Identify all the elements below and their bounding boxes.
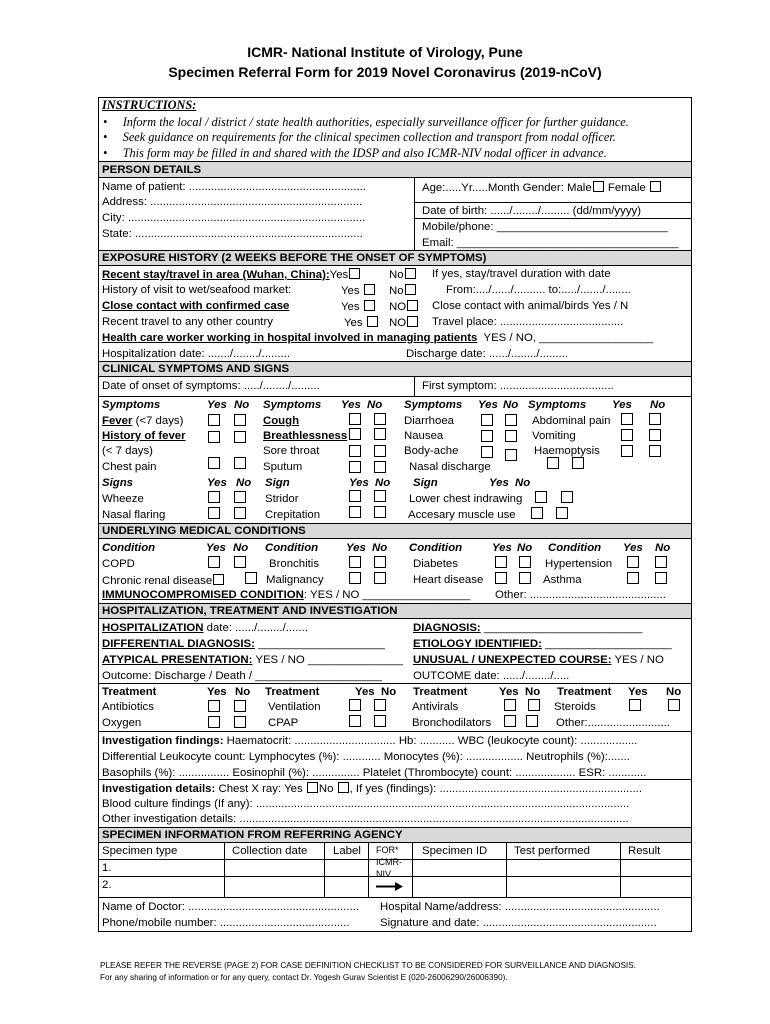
yes-header: Yes [355,686,375,698]
result-header: Result [628,845,661,857]
section-clinical-symptoms: CLINICAL SYMPTOMS AND SIGNS [102,363,290,375]
arrow-right-icon [376,882,404,891]
mobile-field[interactable]: Mobile/phone: ___________________________ [422,221,668,233]
symptom-cough: Cough [263,415,300,427]
address-field[interactable]: Address: ................................................................... [102,196,363,208]
seafood-label: History of visit to wet/seafood market: [102,284,292,296]
etiology-row: ETIOLOGY IDENTIFIED: ____________________ [413,638,672,650]
footer-note: PLEASE REFER THE REVERSE (PAGE 2) FOR CASE DEFINITION CHECKLIST TO BE CONSIDERED FOR SURVEILLANCE AND DIAGNOSIS. [100,961,636,970]
yes-header: Yes [623,542,643,554]
close-contact-label: Close contact with confirmed case [102,300,290,312]
no-header: No [234,399,250,411]
unusual-course-row: UNUSUAL / UNEXPECTED COURSE: YES / NO [413,654,664,666]
hypertension-yes-checkbox[interactable] [627,556,639,568]
footer-contact: For any sharing of information or for any query, contact Dr. Yogesh Gurav Scientist E (020-26006290/26006390). [100,973,508,982]
antivirals-yes-checkbox[interactable] [504,699,516,711]
travel-country-no-checkbox[interactable] [407,316,418,327]
collection-date-header: Collection date [232,845,308,857]
stridor-yes-checkbox[interactable] [349,490,361,502]
investigation-findings-row: Investigation findings: Haematocrit: ................................ Hb: ........... WBC (leukocyte count): .................. [102,735,638,747]
haemoptysis-no-checkbox[interactable] [649,445,661,457]
condition-bronchitis: Bronchitis [269,558,320,570]
travel-country-yes: Yes [344,316,379,330]
antibiotics-no-checkbox[interactable] [234,700,246,712]
female-checkbox[interactable] [650,181,661,192]
section-specimen-info: SPECIMEN INFORMATION FROM REFERRING AGENCY [102,829,403,841]
sign-accessary-muscle-use: Accesary muscle use [408,509,516,521]
oxygen-yes-checkbox[interactable] [208,716,220,728]
symptom-history-fever: History of fever [102,430,186,442]
history-fever-no-checkbox[interactable] [234,431,246,443]
form-title: Specimen Referral Form for 2019 Novel Coronavirus (2019-nCoV) [168,64,602,80]
outcome-row: Outcome: Discharge / Death / ____________________ [102,670,382,682]
seafood-yes-checkbox[interactable] [364,284,375,295]
yes-header: Yes [207,686,227,698]
close-contact-no-checkbox[interactable] [407,300,418,311]
sign-lower-chest-indrawing: Lower chest indrawing [409,493,523,505]
ventilation-yes-checkbox[interactable] [349,699,361,711]
antivirals-no-checkbox[interactable] [528,699,540,711]
condition-chronic-renal: Chronic renal disease [102,574,225,588]
sign-wheeze: Wheeze [102,493,144,505]
treatment-header: Treatment [413,686,468,698]
for-icmr-niv-header: ICMR- [376,857,402,867]
recent-stay-no-checkbox[interactable] [405,268,416,279]
nausea-no-checkbox[interactable] [505,430,517,442]
first-symptom-field[interactable]: First symptom: .................................... [422,380,614,392]
city-field[interactable]: City: ........................................................................... [102,212,366,224]
cpap-no-checkbox[interactable] [374,715,386,727]
bronchitis-yes-checkbox[interactable] [349,556,361,568]
no-header: No [517,542,533,554]
chest-xray-no-checkbox[interactable] [338,782,349,793]
animal-contact-label: Close contact with animal/birds Yes / N [432,300,629,312]
atypical-presentation-row: ATYPICAL PRESENTATION: YES / NO _______________ [102,654,403,666]
for-icmr-niv-header: FOR* [376,845,399,855]
history-fever-yes-checkbox[interactable] [208,431,220,443]
condition-malignancy: Malignancy [266,574,324,586]
abdominal-pain-no-checkbox[interactable] [649,413,661,425]
yes-header: Yes [489,477,509,489]
sign-header: Sign [265,477,290,489]
doctor-name-field[interactable]: Name of Doctor: ...................................................... [102,901,359,913]
travel-duration-label: If yes, stay/travel duration with date [432,268,611,280]
seafood-yes: Yes [341,284,376,298]
signs-header: Signs [102,477,134,489]
lower-chest-yes-checkbox[interactable] [535,491,547,503]
yes-header: Yes [346,542,366,554]
sign-nasal-flaring: Nasal flaring [102,509,166,521]
condition-diabetes: Diabetes [413,558,458,570]
yes-header: Yes [499,686,519,698]
steroids-yes-checkbox[interactable] [629,699,641,711]
bronchitis-no-checkbox[interactable] [374,556,386,568]
diagnosis-row: DIAGNOSIS: _________________________ [413,622,643,634]
close-contact-no: NO [389,300,419,314]
immunocompromised-row: IMMUNOCOMPROMISED CONDITION: YES / NO _________________ [102,589,471,601]
yes-header: Yes [349,477,369,489]
lower-chest-no-checkbox[interactable] [561,491,573,503]
treatment-other-field[interactable]: Other:.......................... [556,717,670,729]
chest-xray-yes-checkbox[interactable] [307,782,318,793]
nasal-flaring-yes-checkbox[interactable] [208,507,220,519]
symptoms-header: Symptoms [528,399,587,411]
differential-diagnosis-row: DIFFERENTIAL DIAGNOSIS: ____________________ [102,638,385,650]
male-checkbox[interactable] [593,181,604,192]
diarrhoea-yes-checkbox[interactable] [481,414,493,426]
treatment-antivirals: Antivirals [412,701,459,713]
cpap-yes-checkbox[interactable] [349,715,361,727]
instruction-item: • Seek guidance on requirements for the clinical specimen collection and transport from nodal officer. [103,130,616,144]
symptom-vomiting: Vomiting [532,430,576,442]
nasal-discharge-no-checkbox[interactable] [572,457,584,469]
yes-header: Yes [478,399,498,411]
vomiting-yes-checkbox[interactable] [621,429,633,441]
haemoptysis-yes-checkbox[interactable] [621,445,633,457]
symptom-breathlessness: Breathlessness [263,430,348,442]
condition-header: Condition [409,542,463,554]
yes-header: Yes [341,399,361,411]
wheeze-no-checkbox[interactable] [234,491,246,503]
for-icmr-niv-header: NIV [376,869,392,879]
no-header: No [235,686,251,698]
differential-leukocyte-row: Differential Leukocyte count: Lymphocytes (%): ............ Monocytes (%): .................. Neutrophils (%):....... [102,751,630,763]
yes-header: Yes [207,399,227,411]
crepitation-yes-checkbox[interactable] [349,506,361,518]
body-ache-no-checkbox[interactable] [505,449,517,461]
breathlessness-no-checkbox[interactable] [374,428,386,440]
asthma-yes-checkbox[interactable] [627,572,639,584]
symptoms-header: Symptoms [102,399,161,411]
no-header: No [525,686,541,698]
diabetes-yes-checkbox[interactable] [495,556,507,568]
cough-yes-checkbox[interactable] [349,413,361,425]
malignancy-yes-checkbox[interactable] [349,572,361,584]
section-hospitalization: HOSPITALIZATION, TREATMENT AND INVESTIGATION [102,605,398,617]
sign-crepitation: Crepitation [265,509,321,521]
ckd-no-checkbox[interactable] [245,572,257,584]
no-header: No [372,542,388,554]
asthma-no-checkbox[interactable] [655,572,667,584]
symptom-history-fever-duration: (< 7 days) [102,445,153,457]
patient-name-field[interactable]: Name of patient: ........................................................ [102,181,366,193]
symptom-nasal-discharge: Nasal discharge [409,461,491,473]
specimen-type-header: Specimen type [102,845,178,857]
treatment-header: Treatment [265,686,320,698]
chest-pain-no-checkbox[interactable] [234,457,246,469]
condition-copd: COPD [102,558,135,570]
hospitalization-date-field[interactable]: Hospitalization date: ......./......../......... [102,348,291,360]
yes-header: Yes [628,686,648,698]
fever-no-checkbox[interactable] [234,414,246,426]
stridor-no-checkbox[interactable] [374,490,386,502]
cough-no-checkbox[interactable] [374,413,386,425]
symptom-abdominal-pain: Abdominal pain [532,415,611,427]
investigation-details-row: Investigation details: Chest X ray: Yes No , If yes (findings): ................................................................ [102,783,643,795]
other-condition-field[interactable]: Other: ........................................... [495,589,666,601]
hypertension-no-checkbox[interactable] [655,556,667,568]
close-contact-yes: Yes [341,300,376,314]
condition-header: Condition [102,542,156,554]
discharge-date-field[interactable]: Discharge date: ....../......../......... [406,348,569,360]
treatment-antibiotics: Antibiotics [102,701,154,713]
fever-yes-checkbox[interactable] [208,414,220,426]
heart-disease-yes-checkbox[interactable] [495,572,507,584]
treatment-header: Treatment [102,686,157,698]
recent-stay-no: No [389,268,417,282]
travel-from-to-field[interactable]: From:..../....../.......... to:...../......./........ [446,284,631,296]
symptoms-header: Symptoms [404,399,463,411]
no-header: No [503,399,519,411]
seafood-no-checkbox[interactable] [405,284,416,295]
condition-header: Condition [548,542,602,554]
sign-header: Sign [413,477,438,489]
instructions-heading: INSTRUCTIONS: [102,98,197,112]
no-header: No [381,686,397,698]
hcw-row: Health care worker working in hospital involved in managing patients YES / NO, __________________ [102,332,654,344]
specimen-row-number: 1. [102,862,112,874]
nausea-yes-checkbox[interactable] [481,430,493,442]
signature-date-field[interactable]: Signature and date: ....................................................... [380,917,657,929]
section-person-details: PERSON DETAILS [102,164,202,176]
sore-throat-no-checkbox[interactable] [374,445,386,457]
copd-no-checkbox[interactable] [234,556,246,568]
specimen-id-header: Specimen ID [422,845,488,857]
hospital-address-field[interactable]: Hospital Name/address: ................................................. [380,901,660,913]
treatment-oxygen: Oxygen [102,717,142,729]
travel-country-no: NO [389,316,419,330]
other-investigation-field[interactable]: Other investigation details: ........................................................................................................................... [102,813,629,825]
condition-asthma: Asthma [543,574,582,586]
hospitalization-date-row: HOSPITALIZATION date: ....../......../....... [102,622,308,634]
abdominal-pain-yes-checkbox[interactable] [621,413,633,425]
no-header: No [233,542,249,554]
label-header: Label [333,845,361,857]
accessary-no-checkbox[interactable] [556,507,568,519]
condition-hypertension: Hypertension [545,558,613,570]
diabetes-no-checkbox[interactable] [519,556,531,568]
form-org-title: ICMR- National Institute of Virology, Pune [247,44,523,60]
outcome-date-field[interactable]: OUTCOME date: ....../......../..... [413,670,570,682]
recent-stay-yes-checkbox[interactable] [349,268,360,279]
bronchodilators-yes-checkbox[interactable] [504,715,516,727]
no-header: No [666,686,682,698]
symptoms-header: Symptoms [263,399,322,411]
symptom-nausea: Nausea [404,430,444,442]
oxygen-no-checkbox[interactable] [234,716,246,728]
breathlessness-yes-checkbox[interactable] [349,428,361,440]
antibiotics-yes-checkbox[interactable] [208,700,220,712]
symptom-sore-throat: Sore throat [263,445,320,457]
seafood-no: No [389,284,417,298]
no-header: No [375,477,391,489]
treatment-bronchodilators: Bronchodilators [412,717,492,729]
no-header: No [515,477,531,489]
yes-header: Yes [206,542,226,554]
treatment-header: Treatment [557,686,612,698]
yes-header: Yes [207,477,227,489]
travel-place-field[interactable]: Travel place: ....................................... [432,316,624,328]
condition-heart-disease: Heart disease [413,574,484,586]
ventilation-no-checkbox[interactable] [374,699,386,711]
symptom-chest-pain: Chest pain [102,461,157,473]
specimen-row-number: 2. [102,879,112,891]
symptom-body-ache: Body-ache [404,445,459,457]
travel-country-label: Recent travel to any other country [102,316,273,328]
crepitation-no-checkbox[interactable] [374,506,386,518]
instruction-item: • Inform the local / district / state health authorities, especially surveillance officer for further guidance. [103,115,629,129]
no-header: No [367,399,383,411]
vomiting-no-checkbox[interactable] [649,429,661,441]
section-exposure-history: EXPOSURE HISTORY (2 WEEKS BEFORE THE ONSET OF SYMPTOMS) [102,252,487,264]
symptom-haemoptysis: Haemoptysis [534,445,600,457]
symptom-diarrhoea: Diarrhoea [404,415,455,427]
ckd-yes-checkbox[interactable] [213,574,224,585]
accessary-yes-checkbox[interactable] [531,507,543,519]
steroids-no-checkbox[interactable] [668,699,680,711]
treatment-steroids: Steroids [554,701,596,713]
instruction-item: • This form may be filled in and shared with the IDSP and also ICMR-NIV nodal officer in advance. [103,146,607,160]
yes-header: Yes [492,542,512,554]
copd-yes-checkbox[interactable] [208,556,220,568]
sputum-no-checkbox[interactable] [374,461,386,473]
bronchodilators-no-checkbox[interactable] [526,715,538,727]
symptom-sputum: Sputum [263,461,303,473]
symptom-fever: Fever (<7 days) [102,415,184,427]
yes-header: Yes [612,399,632,411]
test-performed-header: Test performed [514,845,590,857]
treatment-ventilation: Ventilation [268,701,321,713]
nasal-discharge-yes-checkbox[interactable] [547,457,559,469]
travel-country-yes-checkbox[interactable] [367,316,378,327]
chest-pain-yes-checkbox[interactable] [208,457,220,469]
basophils-row: Basophils (%): ................ Eosinophil (%): ............... Platelet (Thrombocyte) count: ................... ESR: ............ [102,767,647,779]
wheeze-yes-checkbox[interactable] [208,491,220,503]
recent-stay-row: Recent stay/travel in area (Wuhan, China):Yes [102,268,361,282]
email-field[interactable]: Email: ___________________________________ [422,237,679,249]
treatment-cpap: CPAP [268,717,299,729]
body-ache-yes-checkbox[interactable] [481,446,493,458]
close-contact-yes-checkbox[interactable] [364,300,375,311]
section-medical-conditions: UNDERLYING MEDICAL CONDITIONS [102,525,306,537]
sputum-yes-checkbox[interactable] [349,461,361,473]
no-header: No [236,477,252,489]
doctor-phone-field[interactable]: Phone/mobile number: ......................................... [102,917,350,929]
dob-field[interactable]: Date of birth: ....../......../......... (dd/mm/yyyy) [422,205,642,217]
onset-date-field[interactable]: Date of onset of symptoms: ...../......../......... [102,380,320,392]
no-header: No [650,399,666,411]
blood-culture-field[interactable]: Blood culture findings (If any): ...................................................................................................................... [102,798,630,810]
condition-header: Condition [265,542,319,554]
heart-disease-no-checkbox[interactable] [519,572,531,584]
malignancy-no-checkbox[interactable] [374,572,386,584]
state-field[interactable]: State: ........................................................................ [102,228,363,240]
age-gender-field: Age:.....Yr.....Month Gender: Male Female [422,181,662,195]
nasal-flaring-no-checkbox[interactable] [234,507,246,519]
no-header: No [655,542,671,554]
sore-throat-yes-checkbox[interactable] [349,445,361,457]
diarrhoea-no-checkbox[interactable] [505,414,517,426]
sign-stridor: Stridor [265,493,299,505]
